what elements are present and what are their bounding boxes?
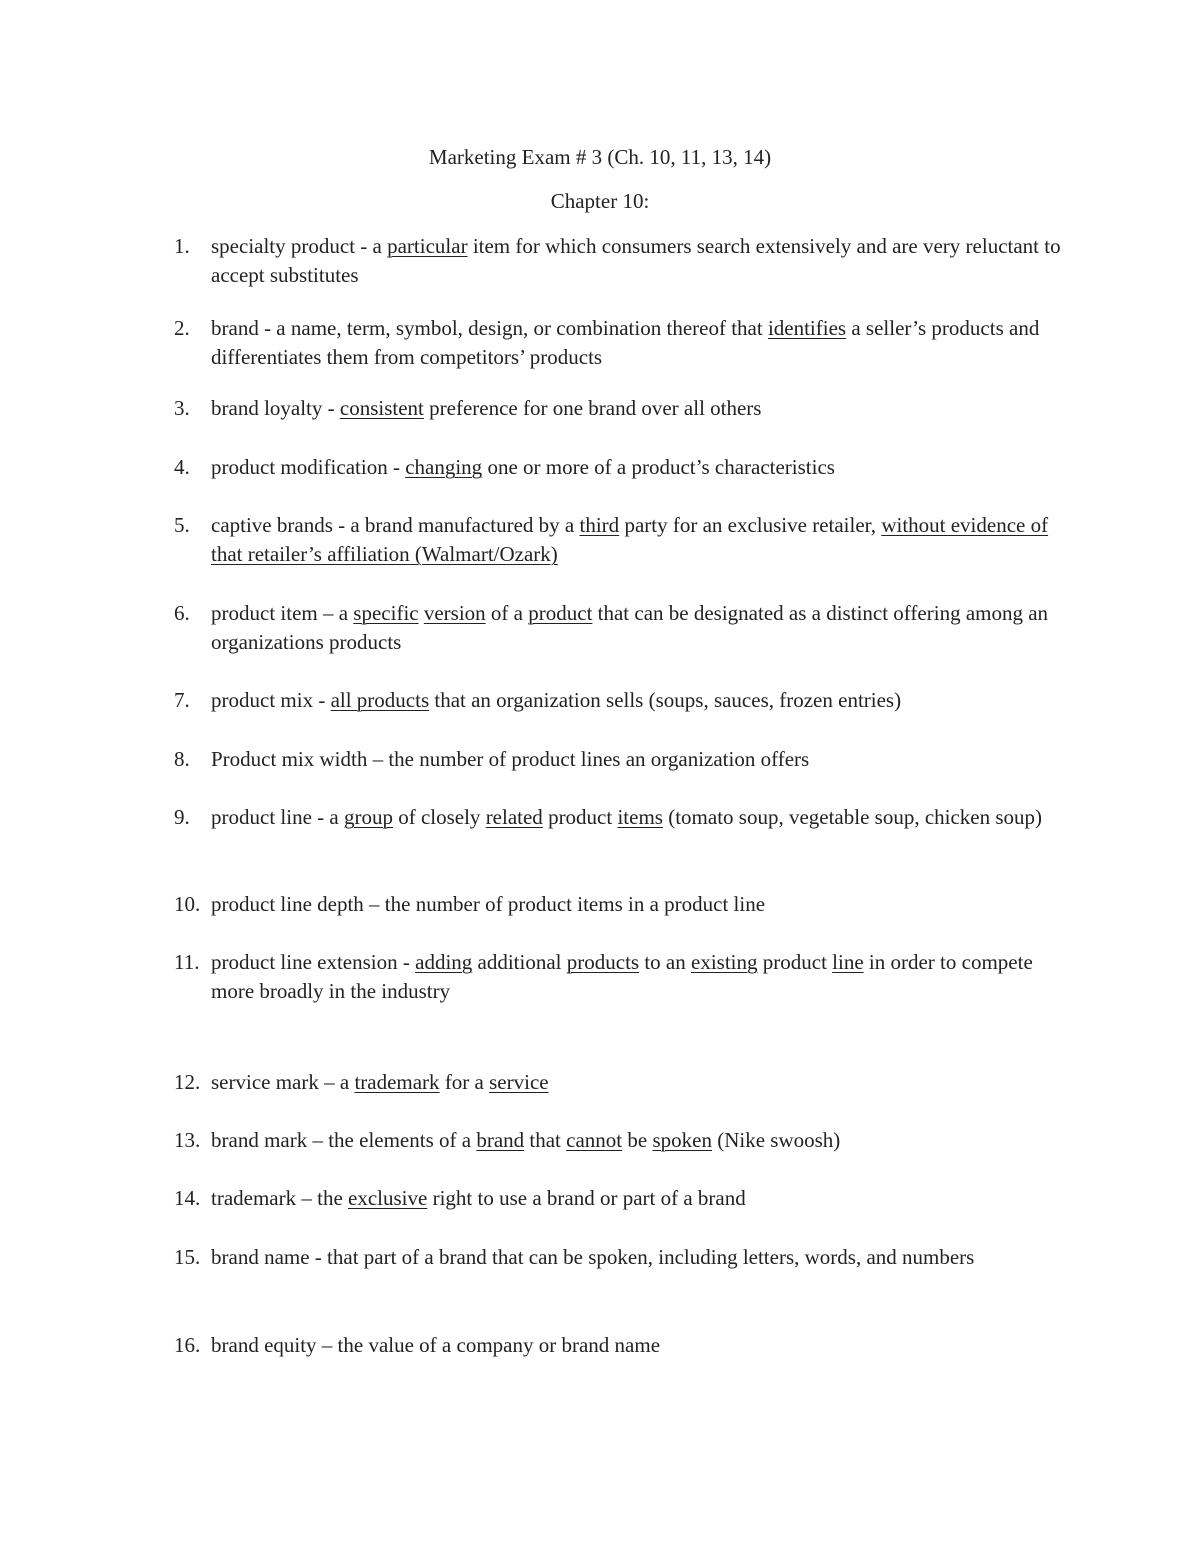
text-segment: Product mix width – the number of product lines an organization offers — [211, 747, 810, 771]
underlined-keyword: trademark — [354, 1070, 440, 1094]
text-segment: product line extension - — [211, 950, 416, 974]
text-segment: be — [622, 1128, 653, 1152]
list-item-text — [211, 599, 1061, 657]
list-item-text — [211, 314, 1061, 372]
list-item-text — [211, 394, 1061, 423]
text-segment: that an organization sells (soups, sauces, frozen entries) — [429, 688, 902, 712]
underlined-keyword: specific — [353, 601, 419, 625]
underlined-keyword: line — [832, 950, 864, 974]
text-segment: that — [524, 1128, 567, 1152]
text-segment: for a — [439, 1070, 490, 1094]
text-segment: right to use a brand or part of a brand — [427, 1186, 746, 1210]
chapter-heading: Chapter 10: — [550, 189, 650, 213]
list-item-number: 15. — [174, 1245, 201, 1269]
list-item-text — [211, 1184, 1061, 1213]
text-segment: specialty product - a — [211, 234, 388, 258]
text-segment: product — [542, 805, 618, 829]
underlined-keyword: brand — [476, 1128, 525, 1152]
underlined-keyword: service — [489, 1070, 549, 1094]
underlined-keyword: cannot — [566, 1128, 623, 1152]
list-item-number: 3. — [174, 396, 190, 420]
text-segment: product line - a — [211, 805, 344, 829]
list-item-text — [211, 803, 1061, 832]
list-item-number: 16. — [174, 1333, 201, 1357]
text-segment: brand - a name, term, symbol, design, or combination thereof that — [211, 316, 768, 340]
list-item-number: 11. — [174, 950, 200, 974]
list-item-text — [211, 1126, 1061, 1155]
list-item-text — [211, 232, 1061, 290]
underlined-keyword: products — [566, 950, 640, 974]
underlined-keyword: third — [579, 513, 620, 537]
list-item-text — [211, 745, 1061, 774]
list-item-text — [211, 453, 1061, 482]
underlined-keyword: adding — [415, 950, 473, 974]
text-segment: to an — [639, 950, 691, 974]
text-segment: product item – a — [211, 601, 354, 625]
text-segment: product — [757, 950, 833, 974]
list-item-text — [211, 511, 1061, 569]
text-segment: of closely — [392, 805, 486, 829]
list-item-number: 14. — [174, 1186, 201, 1210]
list-item-number: 5. — [174, 513, 190, 537]
underlined-keyword: changing — [405, 455, 483, 479]
list-item-text — [211, 890, 1061, 919]
underlined-keyword: identifies — [767, 316, 847, 340]
underlined-keyword: existing — [691, 950, 758, 974]
text-segment: trademark – the — [211, 1186, 349, 1210]
underlined-keyword: items — [617, 805, 663, 829]
text-segment: brand equity – the value of a company or brand name — [211, 1333, 661, 1357]
list-item-number: 1. — [174, 234, 190, 258]
underlined-keyword: related — [485, 805, 543, 829]
list-item-number: 12. — [174, 1070, 201, 1094]
text-segment: service mark – a — [211, 1070, 355, 1094]
text-segment: (Nike swoosh) — [711, 1128, 841, 1152]
text-segment: product modification - — [211, 455, 406, 479]
underlined-keyword: spoken — [652, 1128, 712, 1152]
list-item-number: 10. — [174, 892, 201, 916]
text-segment: preference for one brand over all others — [423, 396, 762, 420]
text-segment: item for which consumers search extensively and are very reluctant to accept substitutes — [211, 234, 1061, 287]
underlined-keyword: version — [423, 601, 486, 625]
text-segment: party for an exclusive retailer, — [619, 513, 882, 537]
text-segment: brand loyalty - — [211, 396, 340, 420]
underlined-keyword: exclusive — [348, 1186, 428, 1210]
text-segment: that can be designated as a distinct offering among an organizations products — [211, 601, 1049, 654]
underlined-keyword: without evidence of that retailer’s affiliation (Walmart/Ozark) — [211, 513, 1049, 566]
list-item-number: 13. — [174, 1128, 201, 1152]
text-segment: brand mark – the elements of a — [211, 1128, 477, 1152]
underlined-keyword: consistent — [339, 396, 424, 420]
list-item-text — [211, 1331, 1061, 1360]
text-segment: one or more of a product’s characteristics — [482, 455, 835, 479]
text-segment: a seller’s products and differentiates them from competitors’ products — [211, 316, 1040, 369]
text-segment: brand name - that part of a brand that can be spoken, including letters, words, and numbers — [211, 1245, 975, 1269]
list-item-text — [211, 1243, 1061, 1272]
text-segment: captive brands - a brand manufactured by a — [211, 513, 580, 537]
list-item-number: 9. — [174, 805, 190, 829]
list-item-number: 2. — [174, 316, 190, 340]
list-item-number: 8. — [174, 747, 190, 771]
text-segment: product line depth – the number of product items in a product line — [211, 892, 766, 916]
text-segment: (tomato soup, vegetable soup, chicken soup) — [662, 805, 1043, 829]
list-item-number: 6. — [174, 601, 190, 625]
list-item-text — [211, 686, 1061, 715]
underlined-keyword: particular — [387, 234, 468, 258]
list-item-number: 7. — [174, 688, 190, 712]
list-item-number: 4. — [174, 455, 190, 479]
list-item-text — [211, 1068, 1061, 1097]
list-item-text — [211, 948, 1061, 1006]
underlined-keyword: product — [528, 601, 593, 625]
underlined-keyword: all products — [330, 688, 430, 712]
page-title: Marketing Exam # 3 (Ch. 10, 11, 13, 14) — [428, 145, 772, 169]
text-segment: additional — [472, 950, 567, 974]
underlined-keyword: group — [343, 805, 393, 829]
text-segment: product mix - — [211, 688, 331, 712]
text-segment: of a — [485, 601, 529, 625]
text-segment: in order to compete more broadly in the industry — [211, 950, 1033, 1003]
